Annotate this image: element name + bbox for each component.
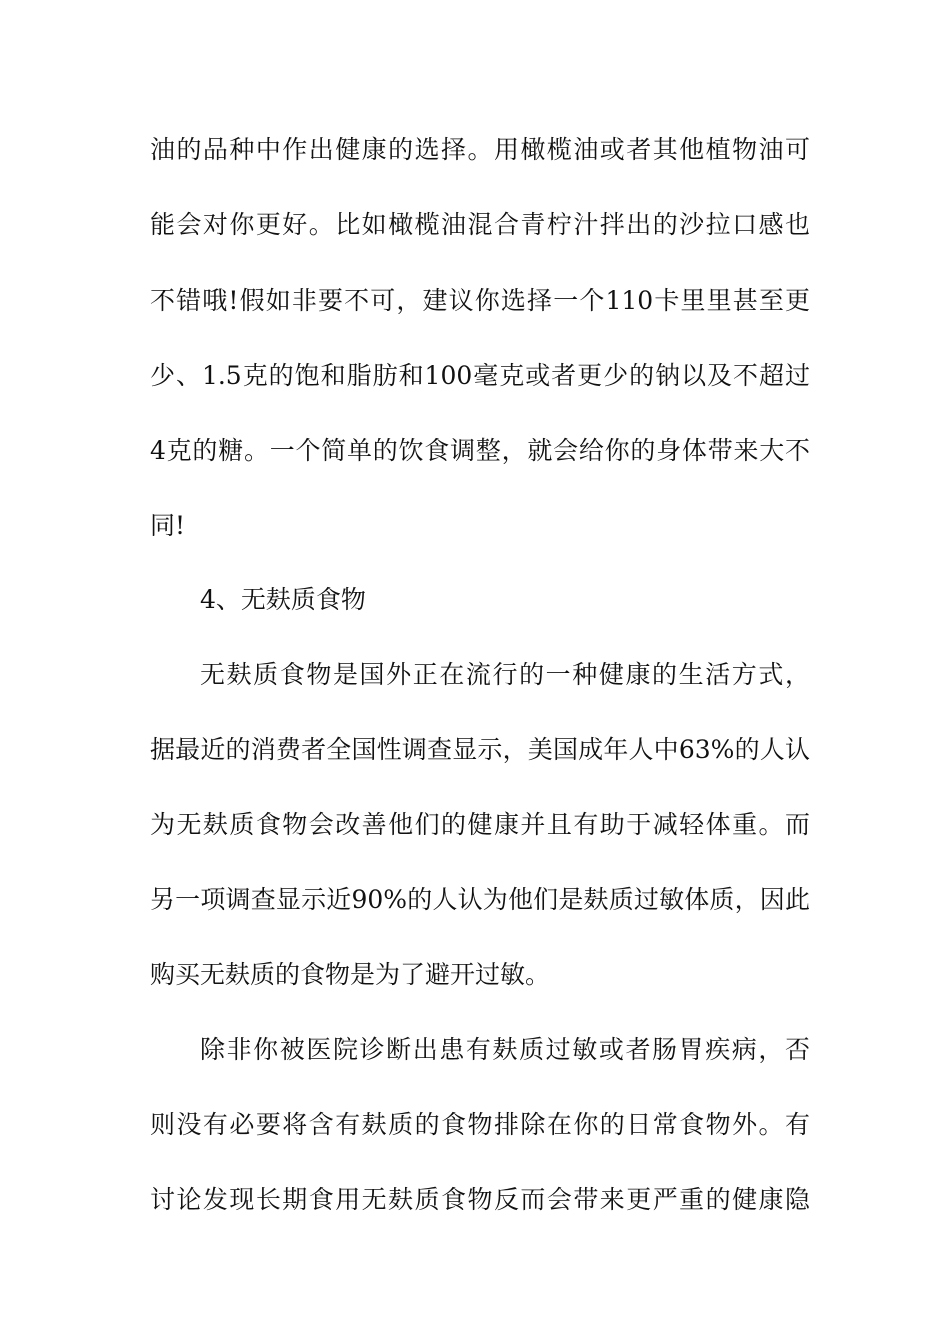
paragraph-line: 另一项调查显示近90%的人认为他们是麸质过敏体质，因此 (150, 885, 810, 914)
paragraph-line: 能会对你更好。比如橄榄油混合青柠汁拌出的沙拉口感也 (150, 210, 810, 239)
paragraph-line: 则没有必要将含有麸质的食物排除在你的日常食物外。有 (150, 1110, 810, 1139)
paragraph-line: 油的品种中作出健康的选择。用橄榄油或者其他植物油可 (150, 135, 810, 164)
paragraph-line: 无麸质食物是国外正在流行的一种健康的生活方式， (200, 660, 810, 689)
paragraph-line: 为无麸质食物会改善他们的健康并且有助于减轻体重。而 (150, 810, 810, 839)
paragraph-line: 少、1.5克的饱和脂肪和100毫克或者更少的钠以及不超过 (150, 361, 810, 390)
paragraph-line: 除非你被医院诊断出患有麸质过敏或者肠胃疾病，否 (200, 1035, 810, 1064)
paragraph-line: 讨论发现长期食用无麸质食物反而会带来更严重的健康隐 (150, 1185, 810, 1214)
paragraph-line: 购买无麸质的食物是为了避开过敏。 (150, 960, 551, 989)
paragraph-line: 据最近的消费者全国性调查显示，美国成年人中63%的人认 (150, 735, 810, 764)
paragraph-line: 4克的糖。一个简单的饮食调整，就会给你的身体带来大不 (150, 436, 810, 465)
paragraph-line: 不错哦!假如非要不可，建议你选择一个110卡里里甚至更 (150, 286, 810, 315)
section-heading: 4、无麸质食物 (200, 585, 366, 614)
paragraph-line: 同! (150, 511, 186, 540)
